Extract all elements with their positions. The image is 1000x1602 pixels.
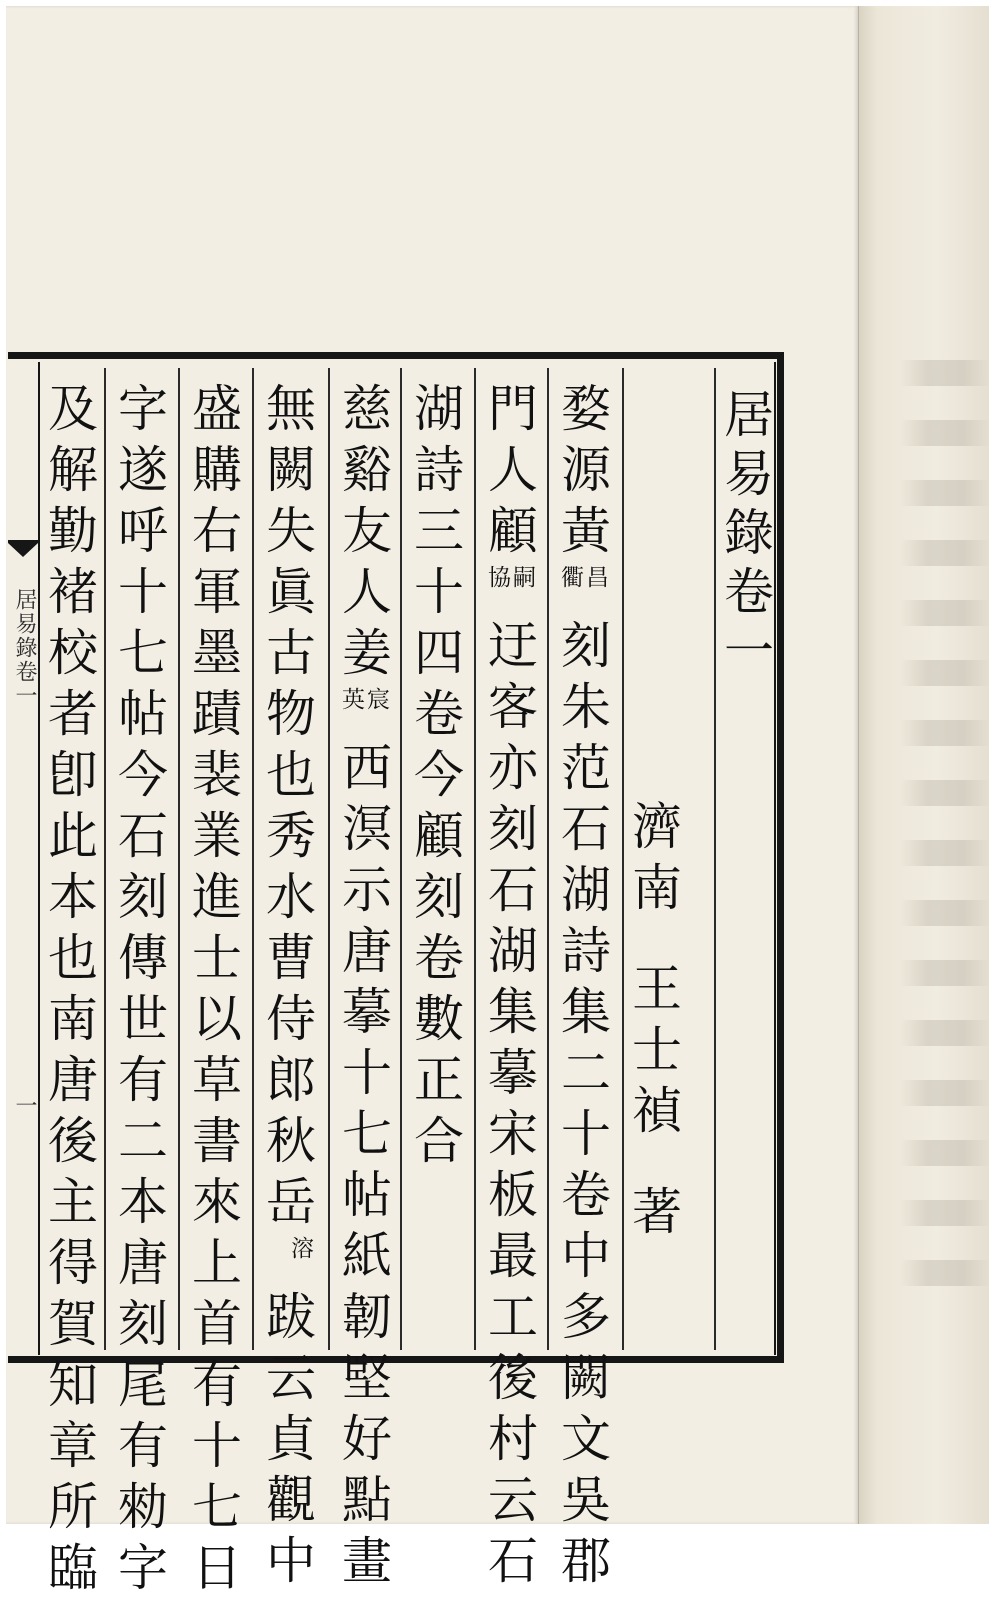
text-column: 婺源黃 昌 衢 刻朱范石湖詩集二十卷中多闕文吳郡 bbox=[553, 382, 611, 1595]
author-line bbox=[624, 800, 682, 1246]
text-column: 湖詩三十四卷今顧刻卷數正合 bbox=[406, 382, 464, 1175]
centerfold-strip bbox=[8, 362, 40, 1355]
column-rule bbox=[104, 368, 106, 1350]
author-name: 王士禎 bbox=[624, 962, 682, 1145]
interlinear-note: 溶 bbox=[287, 1236, 313, 1261]
fishtail-mark bbox=[8, 540, 38, 579]
column-rule bbox=[178, 368, 180, 1350]
text-column: 及解勤褚校者卽此本也南唐後主得賀知章所臨 bbox=[40, 382, 98, 1602]
interlinear-note: 昌 衢 bbox=[557, 565, 608, 590]
text-column: 慈谿友人姜 宸 英 西溟示唐摹十七帖紙韌堅好點畫 bbox=[334, 382, 392, 1595]
text-column: 門人顧 嗣 協 迂客亦刻石湖集摹宋板最工後村云石 bbox=[480, 382, 538, 1595]
column-rule bbox=[400, 368, 402, 1350]
column-rule bbox=[474, 368, 476, 1350]
column-rule bbox=[328, 368, 330, 1350]
column-rule bbox=[547, 368, 549, 1350]
text-column: 無闕失眞古物也秀水曹侍郎秋岳 溶 跋云貞觀中 bbox=[258, 382, 316, 1595]
author-place: 濟南 bbox=[624, 800, 682, 922]
text-column: 盛購右軍墨蹟裴業進士以草書來上首有十七日 bbox=[184, 382, 242, 1602]
interlinear-note: 宸 英 bbox=[338, 687, 389, 712]
show-through-text bbox=[900, 360, 990, 1320]
text-column: 字遂呼十七帖今石刻傳世有二本唐刻尾有勑字 bbox=[110, 382, 168, 1602]
author-role: 著 bbox=[624, 1185, 682, 1246]
centerfold-page-number: 一 bbox=[12, 1094, 37, 1116]
volume-title: 居易錄卷一 bbox=[716, 388, 774, 683]
interlinear-note: 嗣 協 bbox=[484, 565, 535, 590]
centerfold-title: 居易錄卷一 bbox=[12, 588, 37, 708]
column-rule bbox=[252, 368, 254, 1350]
